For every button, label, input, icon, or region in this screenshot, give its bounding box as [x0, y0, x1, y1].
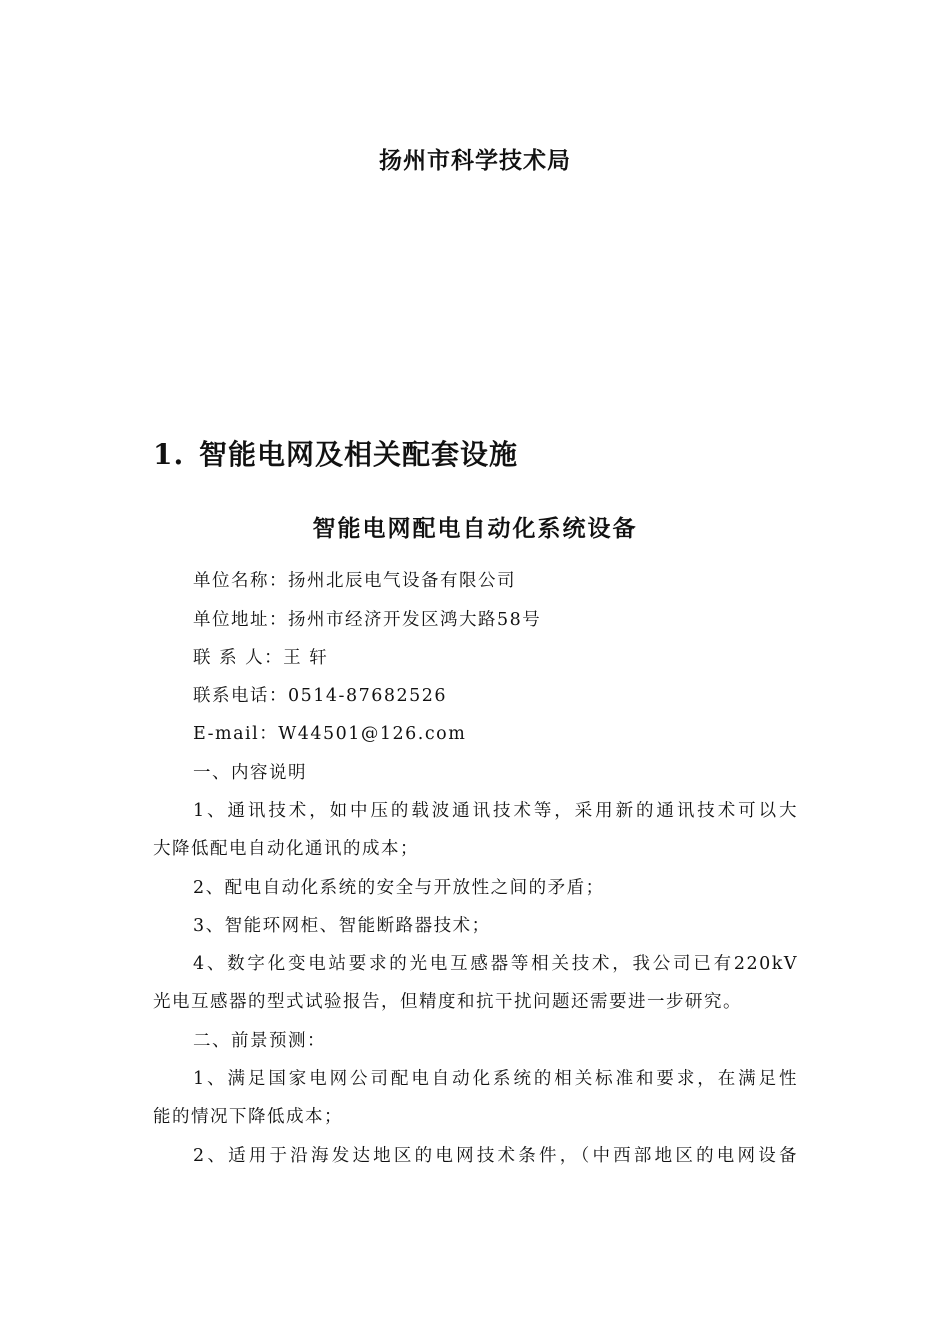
content-item-1-line-1	[153, 797, 798, 822]
content-item-4-line-1	[153, 950, 798, 975]
forecast-item-1-line-1	[153, 1065, 798, 1090]
content-item-4-line-2: 光电互感器的型式试验报告，但精度和抗干扰问题还需要进一步研究。	[153, 992, 742, 1012]
content-heading: 一、内容说明	[193, 763, 307, 783]
section-title: 智能电网及相关配套设施	[199, 438, 519, 471]
company-name-line: 单位名称：扬州北辰电气设备有限公司	[193, 571, 516, 591]
section-number: 1.	[153, 438, 185, 471]
forecast-item-2-line-1	[153, 1142, 798, 1167]
forecast-item-2-line-1-text: 2、适用于沿海发达地区的电网技术条件，（中西部地区的电网设备	[193, 1146, 798, 1166]
company-address-line: 单位地址：扬州市经济开发区鸿大路58号	[193, 610, 542, 630]
contact-phone-line: 联系电话：0514-87682526	[193, 686, 448, 706]
content-item-4-line-1-text: 4、数字化变电站要求的光电互感器等相关技术，我公司已有220kV	[193, 954, 798, 974]
contact-person-line: 联 系 人：王 轩	[193, 648, 329, 668]
content-item-1-line-2: 大降低配电自动化通讯的成本；	[153, 839, 419, 859]
content-item-2: 2、配电自动化系统的安全与开放性之间的矛盾；	[193, 878, 605, 898]
document-title: 智能电网配电自动化系统设备	[312, 515, 638, 542]
forecast-heading: 二、前景预测：	[193, 1031, 326, 1051]
forecast-item-1-line-1-text: 1、满足国家电网公司配电自动化系统的相关标准和要求，在满足性	[193, 1069, 798, 1089]
org-title: 扬州市科学技术局	[379, 147, 571, 174]
content-item-1-line-1-text: 1、通讯技术，如中压的载波通讯技术等，采用新的通讯技术可以大	[193, 801, 798, 821]
section-heading	[153, 433, 518, 473]
contact-email-line: E-mail：W44501@126.com	[193, 724, 467, 744]
content-item-3: 3、智能环网柜、智能断路器技术；	[193, 916, 491, 936]
forecast-item-1-line-2: 能的情况下降低成本；	[153, 1107, 343, 1127]
